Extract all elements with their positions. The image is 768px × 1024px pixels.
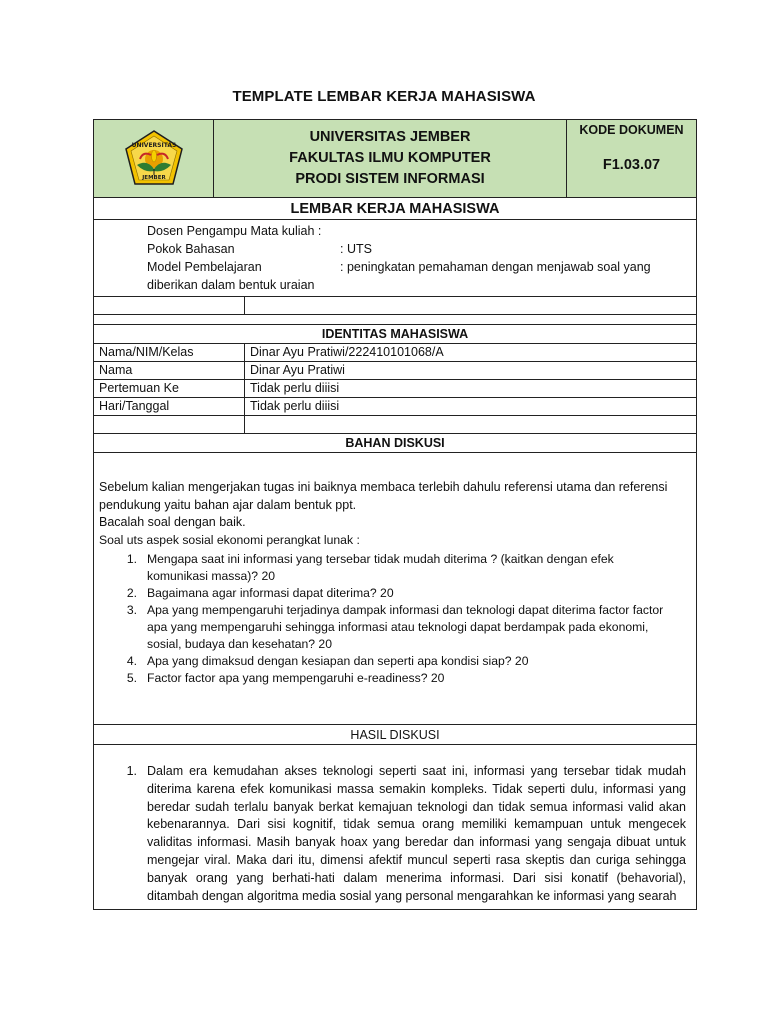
identity-label: Pertemuan Ke: [94, 380, 245, 397]
worksheet-table: [93, 119, 697, 910]
empty-cell: [245, 416, 696, 433]
question-number: 4.: [126, 654, 137, 668]
material-subtitle: Soal uts aspek sosial ekonomi perangkat lunak :: [99, 532, 360, 547]
identity-label: Nama/NIM/Kelas: [94, 344, 245, 361]
discussion-result-title: HASIL DISKUSI: [94, 725, 696, 745]
question-number: 5.: [126, 671, 137, 685]
material-intro: Sebelum kalian mengerjakan tugas ini baiknya membaca terlebih dahulu referensi utama dan referensi pendukung yaitu bahan ajar dalam bentuk ppt.: [99, 480, 668, 512]
empty-row: [94, 416, 696, 434]
lecturer-label: Dosen Pengampu Mata kuliah :: [147, 224, 322, 238]
institution-name: [214, 120, 567, 197]
question-number: 2.: [126, 586, 137, 600]
answer-item: [99, 763, 686, 905]
topic-value: : UTS: [340, 242, 372, 256]
svg-text:UNIVERSITAS: UNIVERSITAS: [131, 141, 176, 149]
document-code-value: F1.03.07: [602, 157, 661, 173]
question-text: Apa yang mempengaruhi terjadinya dampak informasi dan teknologi dapat diterima factor factor apa yang mempengaruhi sehingga informasi atau teknologi dapat berdampak pada ekonomi, sosial, budaya dan kesehatan? 20: [147, 603, 664, 651]
identity-title: IDENTITAS MAHASISWA: [94, 325, 696, 344]
identity-row: [94, 362, 696, 380]
svg-text:JEMBER: JEMBER: [141, 174, 166, 181]
lecturer-field: [147, 222, 690, 240]
question-text: Bagaimana agar informasi dapat diterima? 20: [147, 586, 394, 600]
discussion-result: [94, 745, 696, 909]
question-list: [99, 551, 690, 687]
topic-field: [147, 240, 690, 258]
empty-cell: [94, 297, 245, 314]
question-number: 1.: [126, 552, 137, 566]
material-instruction: Bacalah soal dengan baik.: [99, 515, 246, 529]
discussion-material: [94, 453, 696, 725]
question-number: 3.: [126, 603, 137, 617]
learning-model-field: [147, 258, 690, 276]
answer-text: Dalam era kemudahan akses teknologi seperti saat ini, informasi yang tersebar tidak mudah diterima karena efek komunikasi massa semakin kompleks. Tidak seperti dulu, informasi yang beredar sudah terlalu banyak berkat kemajuan teknologi dan tidak semua informasi valid akan kebenarannya. Dari sisi kognitif, tidak semua orang memiliki kemampuan untuk mengecek validitas informasi. Masih banyak hoax yang beredar dan informasi yang sengaja dibuat untuk mengejar viral. Maka dari itu, dimensi afektif muncul seperti rasa skeptis dan curiga sehingga banyak orang yang berhati-hati dalam menerima informasi. Dari sisi konatif (behavorial), ditambah dengan algoritma media sosial yang personal mengarahkan ke informasi yang searah: [147, 764, 686, 903]
university-name: UNIVERSITAS JEMBER: [309, 129, 471, 145]
document-title: TEMPLATE LEMBAR KERJA MAHASISWA: [232, 88, 536, 105]
identity-value: Dinar Ayu Pratiwi: [250, 363, 345, 377]
question-text: Mengapa saat ini informasi yang tersebar tidak mudah diterima ? (kaitkan dengan efek komunikasi massa)? 20: [147, 552, 614, 583]
question-item: [99, 585, 690, 602]
empty-cell: [245, 297, 696, 314]
discussion-material-title: BAHAN DISKUSI: [94, 434, 696, 453]
document-code-label: KODE DOKUMEN: [579, 123, 684, 137]
topic-label: Pokok Bahasan: [147, 242, 235, 256]
university-emblem-icon: [123, 129, 185, 189]
question-item: [99, 551, 690, 585]
identity-row: [94, 380, 696, 398]
identity-value: Dinar Ayu Pratiwi/222410101068/A: [250, 345, 444, 359]
logo-cell: [94, 120, 214, 197]
faculty-name: FAKULTAS ILMU KOMPUTER: [289, 150, 491, 166]
identity-value: Tidak perlu diiisi: [250, 381, 340, 395]
question-item: [99, 602, 690, 653]
learning-model-label: Model Pembelajaran: [147, 260, 262, 274]
identity-label: Nama: [94, 362, 245, 379]
answer-number: 1.: [126, 764, 137, 778]
empty-row: [94, 297, 696, 315]
course-info: [94, 220, 696, 297]
question-text: Factor factor apa yang mempengaruhi e-readiness? 20: [147, 671, 445, 685]
question-text: Apa yang dimaksud dengan kesiapan dan seperti apa kondisi siap? 20: [147, 654, 529, 668]
empty-cell: [94, 416, 245, 433]
learning-model-value: : peningkatan pemahaman dengan menjawab soal yang: [340, 260, 651, 274]
identity-row: [94, 344, 696, 362]
spacer-row: [94, 315, 696, 325]
identity-row: [94, 398, 696, 416]
document-code-cell: [567, 120, 696, 197]
learning-model-value-continued: diberikan dalam bentuk uraian: [147, 278, 315, 292]
identity-label: Hari/Tanggal: [94, 398, 245, 415]
lkm-title: LEMBAR KERJA MAHASISWA: [94, 198, 696, 220]
program-name: PRODI SISTEM INFORMASI: [295, 171, 485, 187]
institution-header: [94, 120, 696, 198]
question-item: [99, 670, 690, 687]
identity-value: Tidak perlu diiisi: [250, 399, 340, 413]
question-item: [99, 653, 690, 670]
